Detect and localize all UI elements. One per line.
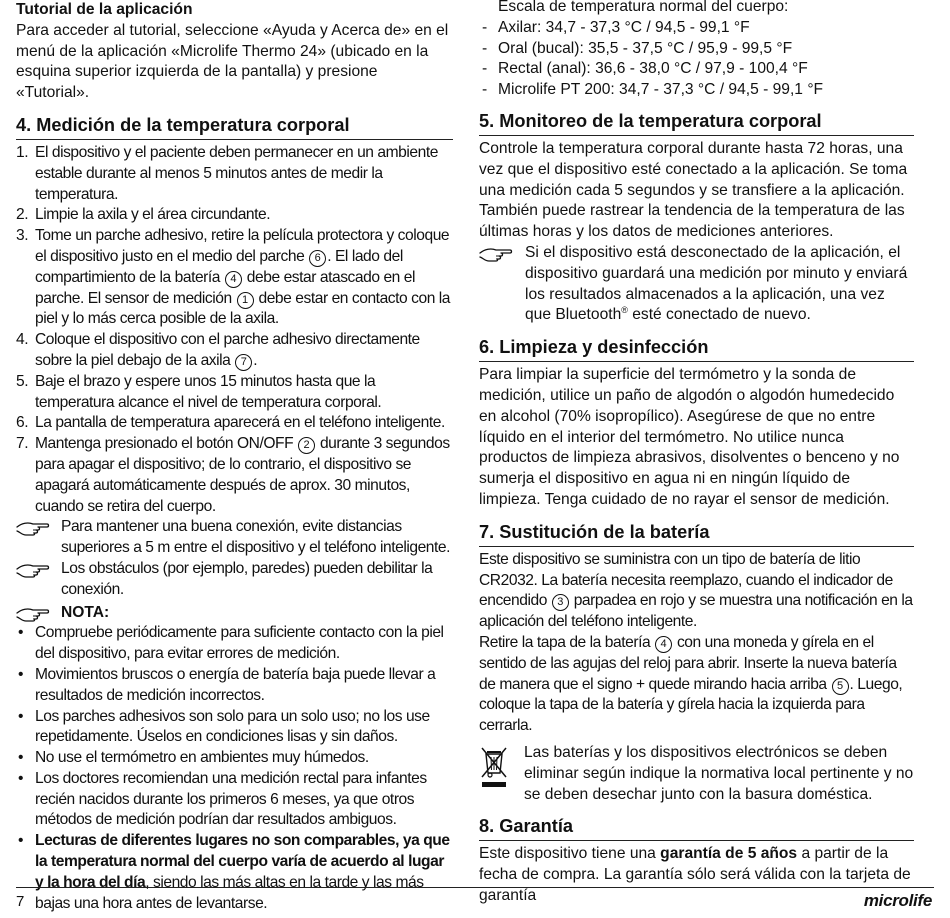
disposal-notice: Las baterías y los dispositivos electrónicos se deben eliminar según indique la normativa local pertinente y no se deben desechar junto con la basura doméstica. [479, 743, 914, 805]
brand-logo: microlife [863, 891, 932, 910]
note-item: • Los parches adhesivos son solo para un solo uso; no los use repetidamente. Úselos en condiciones lisas y sin daños. [16, 707, 453, 749]
note-item: • Compruebe periódicamente para suficiente contacto con la piel del dispositivo, para evitar errores de medición. [16, 623, 453, 665]
page-number: 7 [16, 893, 25, 910]
section-6-text: Para limpiar la superficie del termómetro y la sonda de medición, utilice un paño de algodón o algodón humedecido en alcohol (70% isopropílico). Asegúrese de que no entre líquido en el interior del termómetro. No utilice nunca productos de limpieza abrasivos, disolventes o benceno y no sumerja el dispositivo en agua ni en ningún líquido de limpieza. Tenga cuidado de no rayar el sensor de medición. [479, 366, 900, 508]
step-5: 5. Baje el brazo y espere unos 15 minutos hasta que la temperatura alcance el nivel de temperatura corporal. [16, 372, 382, 411]
note-item: • No use el termómetro en ambientes muy húmedos. [16, 748, 453, 769]
step-3: 3. Tome un parche adhesivo, retire la película protectora y coloque el dispositivo justo en el medio del parche 6 . El lado del compartimiento de la batería 4 debe estar atascado en el parche. El sensor de medición 1 debe estar en contacto con la piel y lo más cerca posible de la axila. [16, 227, 451, 328]
callout-1: 1 [237, 292, 254, 309]
note-item: • Lecturas de diferentes lugares no son comparables, ya que la temperatura normal del cuerpo varía de acuerdo al lugar y la hora del día, siendo las más altas en la tarde y las más bajas una hora antes de levantarse. [16, 831, 453, 914]
section-5-title: 5. Monitoreo de la temperatura corporal [479, 109, 914, 136]
callout-2: 2 [298, 437, 315, 454]
scale-row: - Rectal (anal): 36,6 - 38,0 °C / 97,9 - 100,4 °F [479, 59, 914, 80]
right-column [479, 0, 914, 907]
measurement-steps [16, 143, 453, 517]
hint-disconnected: Si el dispositivo está desconectado de la aplicación, el dispositivo guardará una medición por minuto y enviará los resultados almacenados a la aplicación, una vez que Bluetooth® esté conectado de nuevo. [479, 243, 914, 326]
pointing-hand-icon [16, 518, 50, 536]
step-7: 7. Mantenga presionado el botón ON/OFF 2 durante 3 segundos para apagar el dispositivo; de lo contrario, el dispositivo se apagará automáticamente después de aprox. 30 minutos, cuando se retira del cuerpo. [16, 435, 450, 515]
section-7-paragraph-2: Retire la tapa de la batería 4 con una moneda y gírela en el sentido de las agujas del reloj para abrir. Inserte la nueva batería de manera que el signo + quede mirando hacia arriba 5 . Luego, coloque la tapa de la batería y gírela hacia la izquierda para cerrarla. [479, 633, 903, 735]
notes-list [16, 623, 453, 914]
step-2: 2. Limpie la axila y el área circundante. [16, 206, 271, 224]
scale-title: Escala de temperatura normal del cuerpo: [498, 0, 789, 15]
section-8-text: Este dispositivo tiene una garantía de 5 años a partir de la fecha de compra. La garantía sólo será válida con la tarjeta de garantía [479, 845, 911, 904]
section-7-paragraph-1: Este dispositivo se suministra con un tipo de batería de litio CR2032. La batería necesita reemplazo, cuando el indicador de encendido 3 parpadea en rojo y se muestra una notificación en la aplicación del teléfono inteligente. [479, 550, 913, 631]
callout-4: 4 [655, 636, 672, 653]
scale-row: - Axilar: 34,7 - 37,3 °C / 94,5 - 99,1 °F [479, 18, 914, 39]
step-4: 4. Coloque el dispositivo con el parche adhesivo directamente sobre la piel debajo de la axila 7 . [16, 331, 420, 369]
callout-4: 4 [225, 271, 242, 288]
step-6: 6. La pantalla de temperatura aparecerá en el teléfono inteligente. [16, 414, 445, 432]
callout-3: 3 [552, 594, 569, 611]
callout-6: 6 [309, 250, 326, 267]
tutorial-text: Para acceder al tutorial, seleccione «Ayuda y Acerca de» en el menú de la aplicación «Microlife Thermo 24» (ubicado en la esquina superior izquierda de la pantalla) y presione «Tutorial». [16, 21, 449, 102]
scale-row: - Oral (bucal): 35,5 - 37,5 °C / 95,9 - 99,5 °F [479, 39, 914, 60]
pointing-hand-icon [16, 604, 50, 622]
note-item: • Los doctores recomiendan una medición rectal para infantes recién nacidos durante los primeros 6 meses, ya que otros métodos de medición podrían dar resultados ambiguos. [16, 769, 453, 831]
section-4-title: 4. Medición de la temperatura corporal [16, 113, 453, 140]
step-1: 1. El dispositivo y el paciente deben permanecer en un ambiente estable durante al menos 5 minutos antes de medir la temperatura. [16, 143, 438, 203]
tutorial-title: Tutorial de la aplicación [16, 1, 193, 18]
section-6-title: 6. Limpieza y desinfección [479, 335, 914, 362]
section-8-title: 8. Garantía [479, 814, 914, 841]
crossed-bin-icon [479, 745, 509, 789]
section-7-title: 7. Sustitución de la batería [479, 520, 914, 547]
hint-connection-distance: Para mantener una buena conexión, evite distancias superiores a 5 m entre el dispositivo y el teléfono inteligente. [16, 517, 453, 559]
callout-7: 7 [235, 354, 252, 371]
section-5-text: Controle la temperatura corporal durante hasta 72 horas, una vez que el dispositivo esté conectado a la aplicación. Se toma una medición cada 5 segundos y se transfiere a la aplicación. También puede rastrear la tendencia de la temperatura de las últimas horas y los datos de mediciones anteriores. [479, 139, 908, 241]
scale-row: - Microlife PT 200: 34,7 - 37,3 °C / 94,5 - 99,1 °F [479, 80, 914, 101]
note-heading: NOTA: [16, 603, 453, 624]
left-column [16, 0, 453, 914]
pointing-hand-icon [16, 560, 50, 578]
temperature-scale-list [479, 18, 914, 101]
note-item: • Movimientos bruscos o energía de batería baja puede llevar a resultados de medición incorrectos. [16, 665, 453, 707]
pointing-hand-icon [479, 244, 513, 262]
callout-5: 5 [832, 678, 849, 695]
footer-divider [16, 887, 934, 888]
hint-obstacles: Los obstáculos (por ejemplo, paredes) pueden debilitar la conexión. [16, 559, 453, 601]
